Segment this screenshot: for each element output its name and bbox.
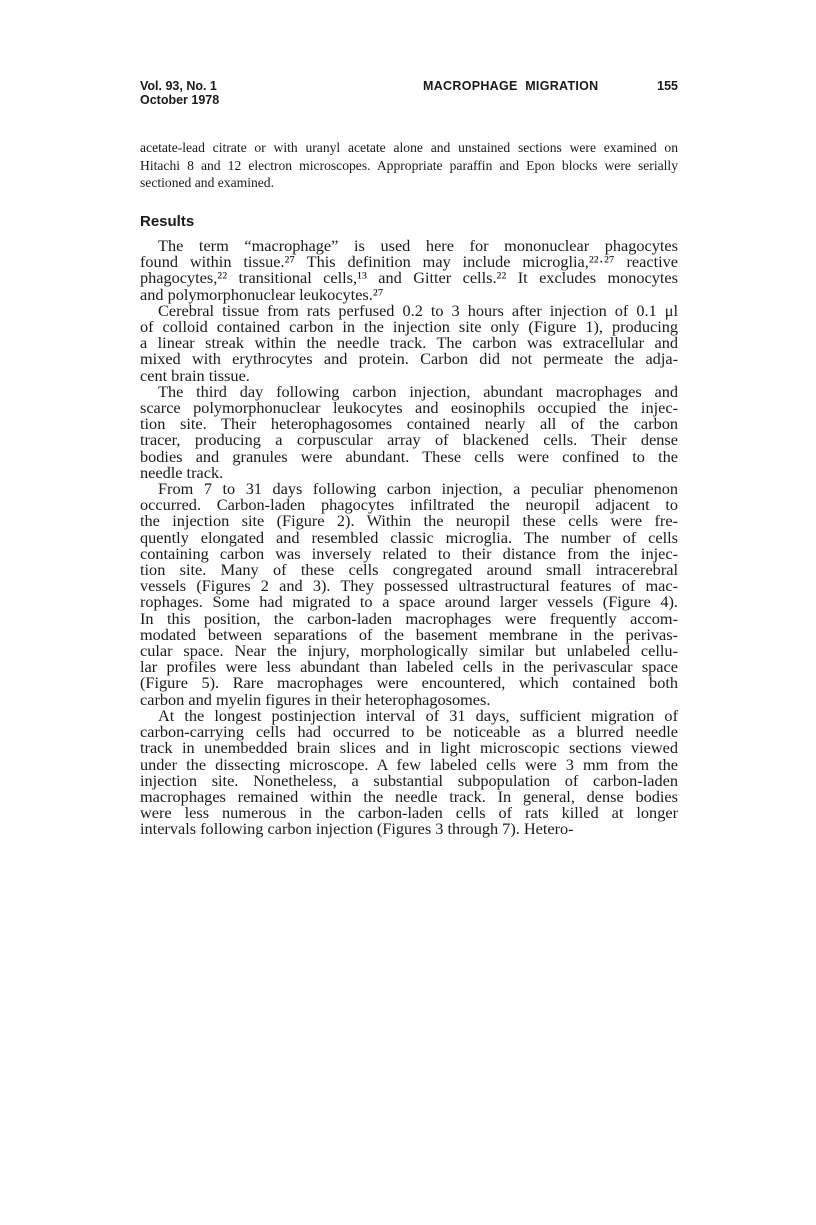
text-line: phagocytes,²² transitional cells,¹³ and Gitter cells.²² It excludes monocytes xyxy=(140,268,678,288)
methods-continuation xyxy=(140,139,678,192)
text-line: sectioned and examined. xyxy=(140,175,274,190)
text-line: At the longest postinjection interval of 31 days, sufficient migration of xyxy=(158,705,678,725)
paragraph xyxy=(140,238,678,303)
text-line: modated between separations of the basement membrane in the perivas- xyxy=(140,624,678,644)
text-line: quently elongated and resembled classic microglia. The number of cells xyxy=(140,527,678,547)
paragraph xyxy=(140,705,678,839)
text-line: found within tissue.²⁷ This definition may include microglia,²²·²⁷ reactive xyxy=(140,252,678,272)
text-line: vessels (Figures 2 and 3). They possessed ultrastructural features of mac- xyxy=(140,576,678,596)
text-line: track in unembedded brain slices and in light microscopic sections viewed xyxy=(140,738,678,758)
text-line: Cerebral tissue from rats perfused 0.2 to 3 hours after injection of 0.1 μl xyxy=(158,300,678,320)
paragraph xyxy=(140,481,678,708)
text-line: acetate-lead citrate or with uranyl acetate alone and unstained sections were examined on xyxy=(140,140,678,155)
text-line: From 7 to 31 days following carbon injection, a peculiar phenomenon xyxy=(158,479,678,499)
issue-date: October 1978 xyxy=(140,92,220,107)
text-line: cular space. Near the injury, morphologically similar but unlabeled cellu- xyxy=(140,641,678,661)
running-title: MACROPHAGE MIGRATION xyxy=(423,79,599,93)
text-line: (Figure 5). Rare macrophages were encountered, which contained both xyxy=(140,673,678,693)
volume-number: Vol. 93, No. 1 xyxy=(140,79,217,93)
text-line: occurred. Carbon-laden phagocytes infiltrated the neuropil adjacent to xyxy=(140,495,678,515)
text-line: In this position, the carbon-laden macrophages were frequently accom- xyxy=(140,608,678,628)
text-line: under the dissecting microscope. A few labeled cells were 3 mm from the xyxy=(140,754,678,774)
text-line: cent brain tissue. xyxy=(140,365,250,385)
text-line: The term “macrophage” is used here for mononuclear phagocytes xyxy=(158,236,678,255)
text-line: mixed with erythrocytes and protein. Carbon did not permeate the adja- xyxy=(140,349,678,369)
text-line: carbon-carrying cells had occurred to be noticeable as a blurred needle xyxy=(140,722,678,742)
text-line: The third day following carbon injection, abundant macrophages and xyxy=(158,381,678,401)
text-line: tracer, producing a corpuscular array of blackened cells. Their dense xyxy=(140,430,678,450)
text-line: needle track. xyxy=(140,462,224,482)
text-line: carbon and myelin figures in their heterophagosomes. xyxy=(140,689,491,709)
text-line: a linear streak within the needle track. The carbon was extracellular and xyxy=(140,333,678,353)
text-line: tion site. Their heterophagosomes contained nearly all of the carbon xyxy=(140,414,678,434)
text-line: tion site. Many of these cells congregated around small intracerebral xyxy=(140,560,678,580)
text-line: macrophages remained within the needle track. In general, dense bodies xyxy=(140,786,678,806)
text-line: of colloid contained carbon in the injection site only (Figure 1), producing xyxy=(140,317,678,337)
text-line: rophages. Some had migrated to a space around larger vessels (Figure 4). xyxy=(140,592,678,612)
paragraph xyxy=(140,300,678,385)
text-line: intervals following carbon injection (Figures 3 through 7). Hetero- xyxy=(140,819,574,839)
text-line: Hitachi 8 and 12 electron microscopes. Appropriate paraffin and Epon blocks were serially xyxy=(140,157,678,173)
paragraph xyxy=(140,381,678,482)
section-heading-results: Results xyxy=(140,213,195,230)
text-line: injection site. Nonetheless, a substantial subpopulation of carbon-laden xyxy=(140,770,678,790)
text-line: containing carbon was inversely related to their distance from the injec- xyxy=(140,543,678,563)
page-number: 155 xyxy=(657,79,678,93)
text-line: the injection site (Figure 2). Within the neuropil these cells were fre- xyxy=(140,511,678,531)
results-body xyxy=(140,238,678,838)
text-line: and polymorphonuclear leukocytes.²⁷ xyxy=(140,284,384,304)
text-line: lar profiles were less abundant than labeled cells in the perivascular space xyxy=(140,657,678,677)
journal-issue xyxy=(140,80,219,107)
text-line: bodies and granules were abundant. These cells were confined to the xyxy=(140,446,678,466)
text-line: were less numerous in the carbon-laden cells of rats killed at longer xyxy=(140,803,678,823)
text-line: scarce polymorphonuclear leukocytes and eosinophils occupied the injec- xyxy=(140,398,678,418)
